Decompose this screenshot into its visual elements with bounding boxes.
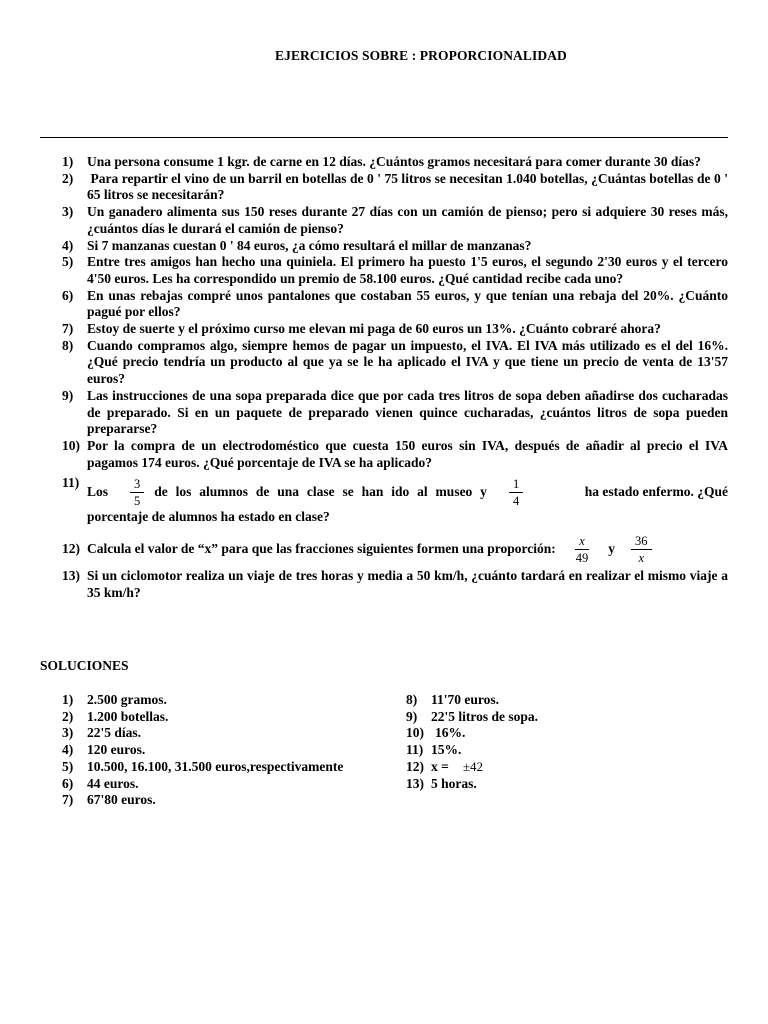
exercise-text: Cuando compramos algo, siempre hemos de pagar un impuesto, el IVA. El IVA más utilizado es el del 16%. ¿Qué precio tendría un producto al que ya se le ha aplicado el IVA y que tiene un precio de venta de 13'57 euros?: [87, 337, 732, 387]
exercise-items: [62, 154, 732, 471]
exercise-text: Para repartir el vino de un barril en botellas de 0 ' 75 litros se necesitan 1.040 botellas, ¿Cuántas botellas de 0 ' 65 litros se necesitarán?: [87, 170, 732, 203]
solution-text: 120 euros.: [87, 742, 146, 758]
page-title: EJERCICIOS SOBRE : PROPORCIONALIDAD: [275, 48, 567, 63]
exercise-text: Las instrucciones de una sopa preparada dice que por cada tres litros de sopa deben añadirse dos cucharadas de preparado. Si en un paquete de preparado vienen quince cucharadas, ¿cuántos litros de sopa pueden prepararse?: [87, 387, 732, 437]
solution-number: 13): [406, 775, 424, 791]
exercise-item-5: [62, 254, 732, 287]
exercise-11-part2: de los alumnos de una clase se han ido al museo y: [154, 484, 487, 499]
solution-extra: ±42: [462, 758, 483, 774]
exercise-item-13: [62, 568, 728, 601]
solution-text: x =: [431, 758, 449, 774]
solution-item: [62, 692, 343, 709]
exercise-item-12: [62, 532, 728, 566]
fraction-denominator: 4: [512, 493, 520, 508]
exercise-number: 4): [62, 237, 74, 253]
exercise-11-part1: Los: [87, 484, 109, 499]
solutions-heading: SOLUCIONES: [40, 658, 129, 673]
solution-number: 3): [62, 725, 74, 741]
fraction-denominator: 49: [575, 550, 589, 565]
solution-number: 1): [62, 692, 74, 707]
solution-text: 11'70 euros.: [431, 692, 500, 707]
solution-number: 8): [406, 692, 418, 707]
solution-item: [62, 725, 343, 742]
solution-item: [62, 776, 343, 793]
exercise-number: 11): [62, 475, 80, 491]
exercise-number: 9): [62, 387, 74, 403]
fraction-numerator: 1: [509, 477, 523, 493]
fraction-36-over-x: [631, 534, 652, 565]
exercise-12-text: Calcula el valor de “x” para que las fracciones siguientes formen una proporción:: [87, 540, 556, 556]
exercise-item-11: [62, 475, 728, 526]
exercise-11-line2: porcentaje de alumnos ha estado en clase?: [87, 509, 330, 525]
solution-number: 7): [62, 792, 74, 808]
solution-item: [62, 759, 343, 776]
solution-text: 16%.: [435, 725, 466, 741]
exercise-number: 6): [62, 287, 74, 303]
solution-text: 2.500 gramos.: [87, 692, 167, 707]
exercise-item-8: [62, 337, 732, 388]
exercise-number: 8): [62, 337, 74, 353]
solution-item: [406, 725, 538, 742]
solution-item: [406, 776, 538, 793]
solution-text: 1.200 botellas.: [87, 708, 169, 724]
fraction-numerator: x: [579, 533, 585, 548]
exercise-number: 13): [62, 568, 80, 584]
exercise-11-part3: ha estado enfermo. ¿Qué: [584, 484, 728, 499]
solution-item: [62, 709, 343, 726]
exercise-text: Si 7 manzanas cuestan 0 ' 84 euros, ¿a cómo resultará el millar de manzanas?: [87, 237, 532, 253]
solution-text: 44 euros.: [87, 775, 139, 791]
exercise-item-9: [62, 387, 732, 438]
solution-text: 67'80 euros.: [87, 792, 156, 808]
exercise-number: 2): [62, 170, 74, 186]
solution-item: [406, 759, 538, 776]
exercise-text: Estoy de suerte y el próximo curso me elevan mi paga de 60 euros un 13%. ¿Cuánto cobraré ahora?: [87, 321, 661, 337]
exercise-list: [62, 154, 732, 601]
solution-number: 5): [62, 758, 74, 774]
exercise-number: 7): [62, 321, 74, 337]
solution-number: 2): [62, 708, 74, 724]
exercise-item-3: [62, 204, 732, 237]
exercise-number: 5): [62, 254, 74, 270]
exercise-number: 10): [62, 437, 80, 453]
solution-text: 22'5 días.: [87, 725, 142, 741]
horizontal-rule: [40, 137, 728, 138]
exercise-item-6: [62, 287, 732, 321]
exercise-text: Un ganadero alimenta sus 150 reses durante 27 días con un camión de pienso; pero si adquiere 30 reses más, ¿cuántos días le durará el camión de pienso?: [87, 204, 732, 236]
solution-item: [406, 709, 538, 726]
exercise-text: Una persona consume 1 kgr. de carne en 12 días. ¿Cuántos gramos necesitará para comer durante 30 días?: [87, 154, 701, 169]
fraction-numerator: 3: [130, 477, 144, 493]
solution-number: 4): [62, 742, 74, 758]
solutions-left-column: [62, 692, 343, 809]
fraction-three-fifths: [130, 477, 144, 508]
fraction-x-over-49: [572, 534, 593, 565]
solution-number: 6): [62, 775, 74, 791]
exercise-item-7: [62, 321, 728, 338]
solution-number: 12): [406, 758, 424, 774]
exercise-item-2: [62, 170, 732, 204]
solution-number: 9): [406, 708, 418, 724]
solution-text: 10.500, 16.100, 31.500 euros,respectivamente: [87, 758, 344, 774]
solution-text: 15%.: [431, 742, 462, 758]
solution-text: 5 horas.: [431, 775, 477, 791]
exercise-12-conjunction: y: [608, 540, 615, 556]
solution-item: [62, 792, 343, 809]
fraction-numerator: 36: [631, 534, 652, 550]
exercise-text: Por la compra de un electrodoméstico que cuesta 150 euros sin IVA, después de añadir al precio el IVA pagamos 174 euros. ¿Qué porcentaje de IVA se ha aplicado?: [87, 437, 732, 470]
exercise-number: 3): [62, 204, 74, 220]
exercise-text: Entre tres amigos han hecho una quiniela. El primero ha puesto 1'5 euros, el segundo 2'30 euros y el tercero 4'50 euros. Les ha correspondido un premio de 58.100 euros. ¿Qué cantidad recibe cada uno?: [87, 254, 732, 286]
fraction-denominator: 5: [134, 493, 141, 508]
solution-number: 10): [406, 725, 424, 741]
fraction-one-fourth: [509, 477, 523, 508]
solutions-right-column: [406, 692, 538, 792]
solution-item: [406, 692, 538, 709]
exercise-text: [87, 532, 728, 566]
fraction-denominator: x: [638, 550, 645, 565]
exercise-item-4: [62, 238, 728, 255]
solution-item: [406, 742, 538, 759]
solution-text: 22'5 litros de sopa.: [431, 708, 539, 724]
exercise-item-10: [62, 437, 732, 471]
exercise-text: [87, 475, 728, 526]
solution-number: 11): [406, 742, 424, 758]
solution-item: [62, 742, 343, 759]
exercise-item-1: [62, 154, 728, 171]
exercise-text: Si un ciclomotor realiza un viaje de tres horas y media a 50 km/h, ¿cuánto tardará en realizar el mismo viaje a 35 km/h?: [87, 568, 728, 600]
exercise-number: 1): [62, 154, 74, 169]
exercise-number: 12): [62, 541, 80, 557]
exercise-text: En unas rebajas compré unos pantalones que costaban 55 euros, y que tenían una rebaja del 20%. ¿Cuánto pagué por ellos?: [87, 287, 732, 320]
